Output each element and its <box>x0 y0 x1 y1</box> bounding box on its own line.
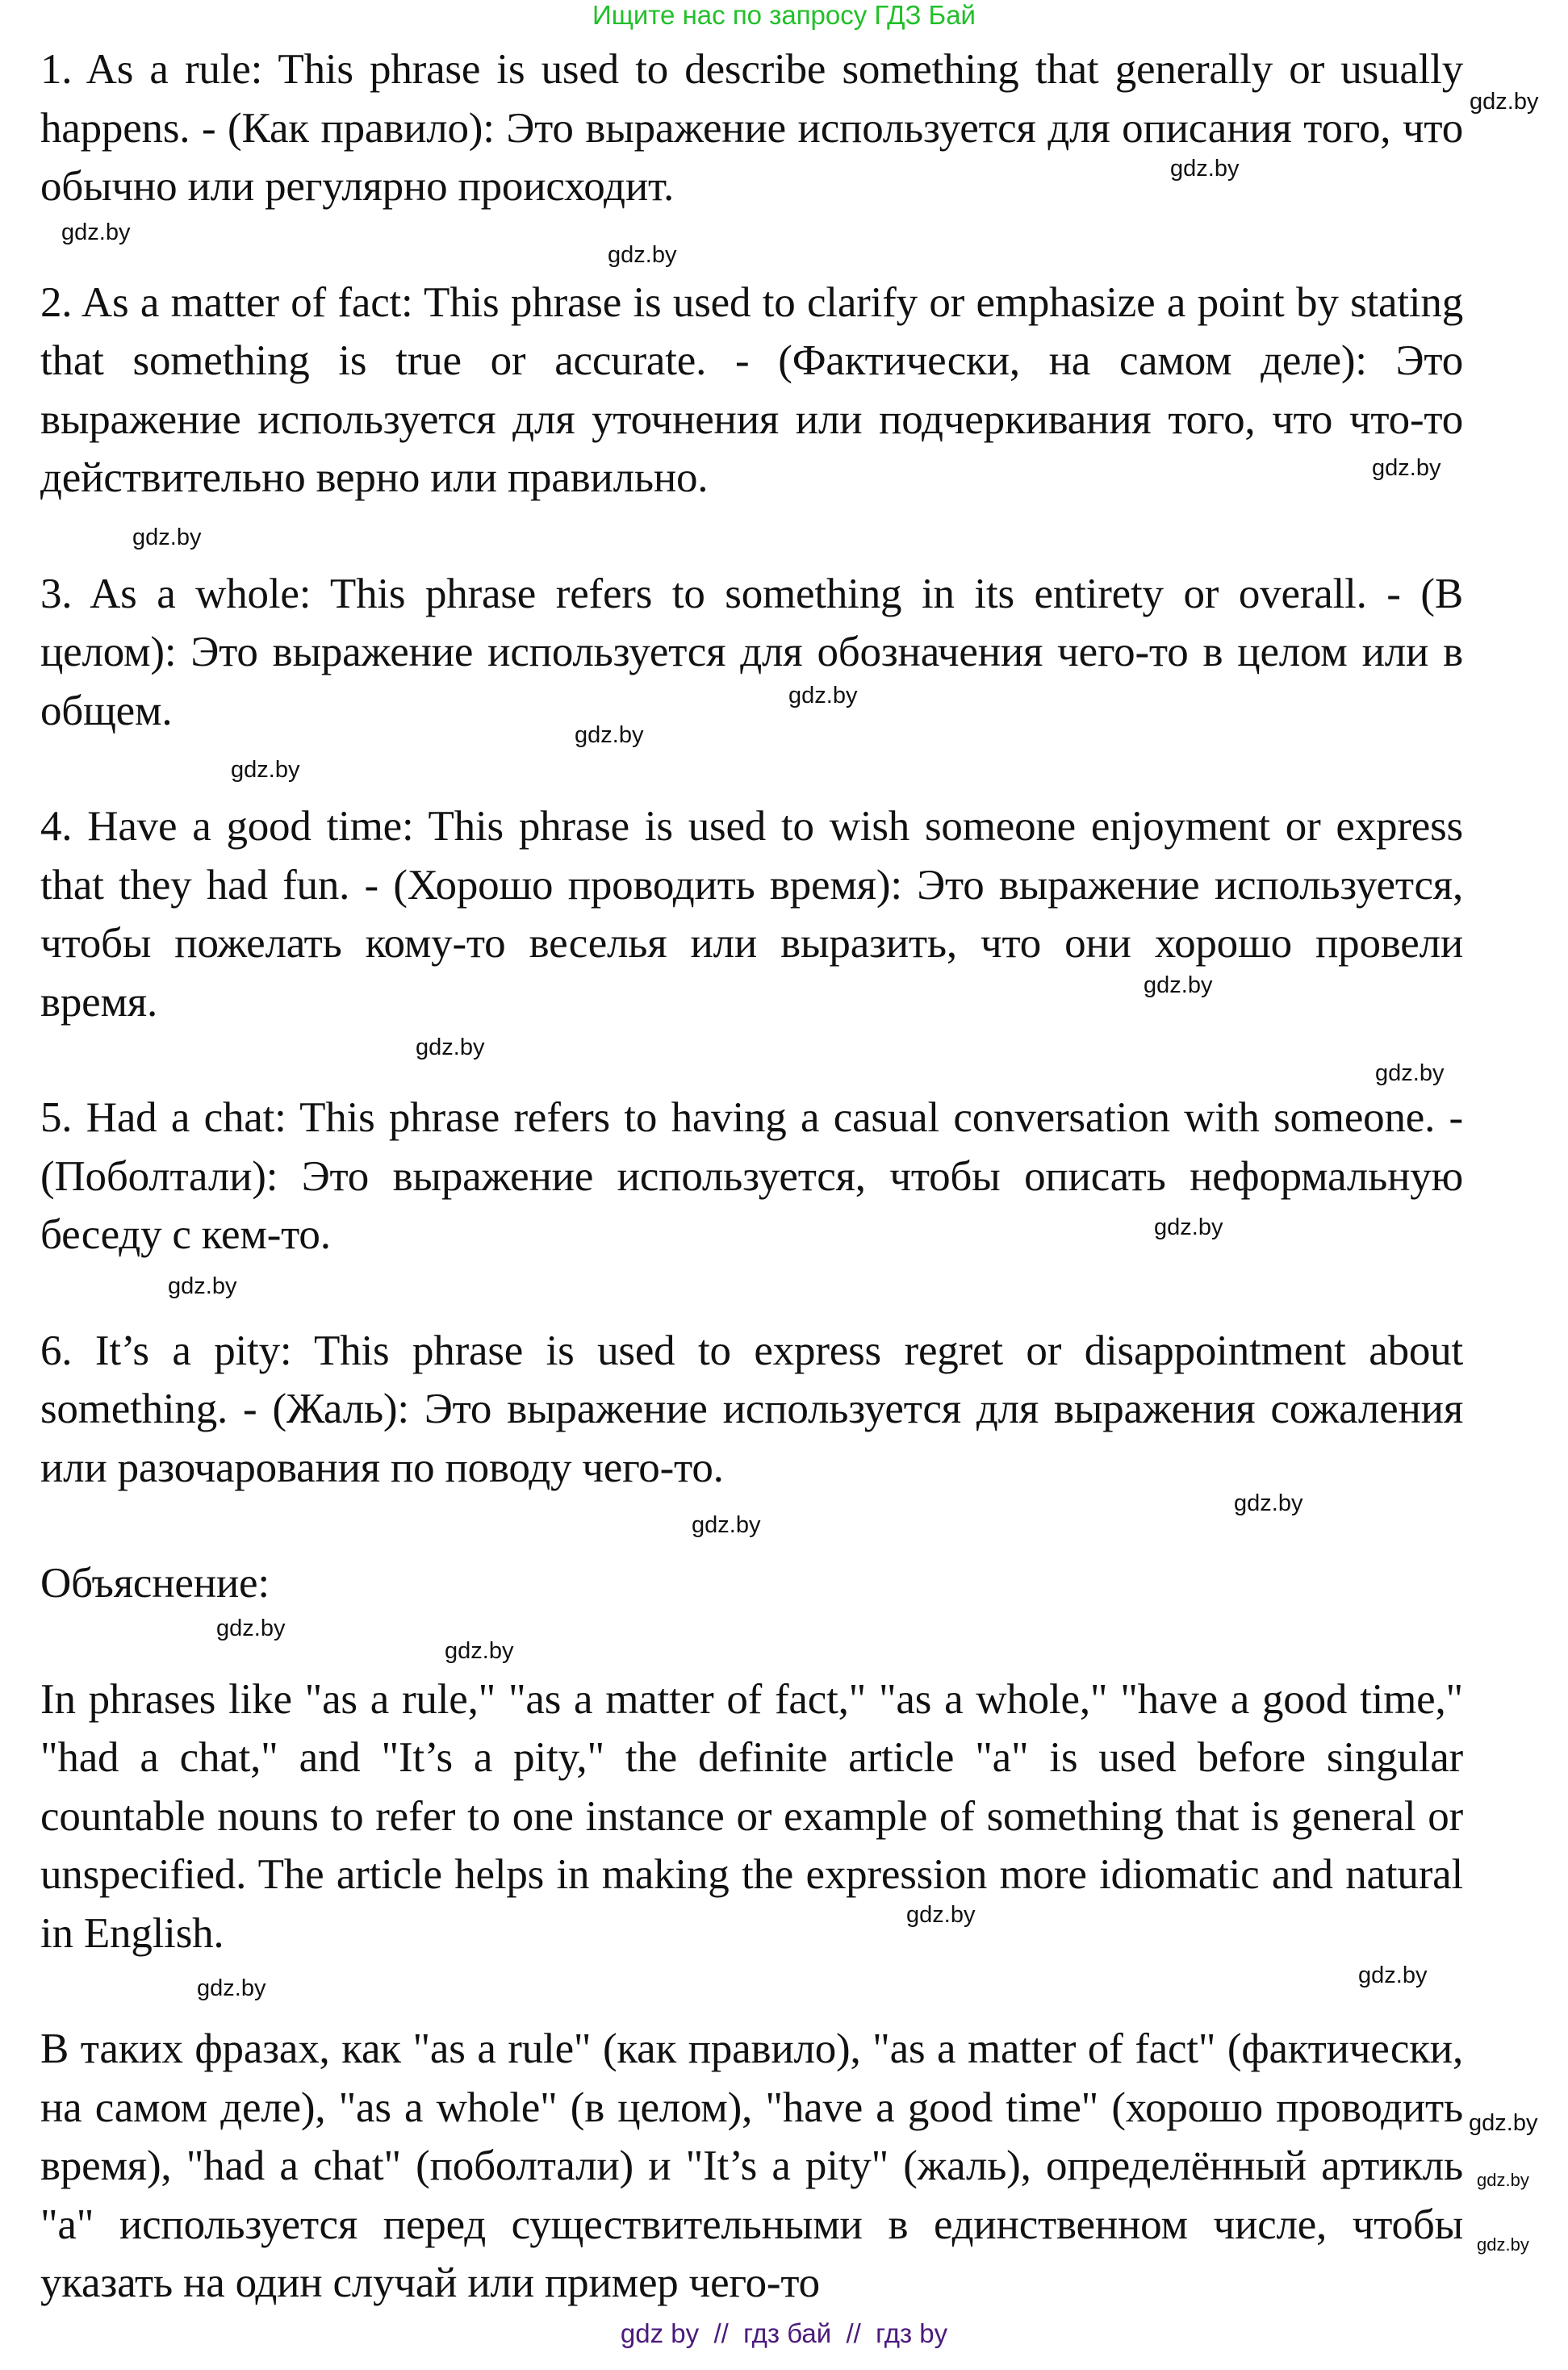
header-banner: Ищите нас по запросу ГДЗ Бай <box>592 0 976 30</box>
watermark: gdz.by <box>1477 2234 1529 2255</box>
watermark: gdz.by <box>608 242 677 268</box>
document-body <box>40 40 1463 2370</box>
explanation-english: In phrases like "as a rule," "as a matter of fact," "as a whole," "have a good time," "had a chat," and "It’s a pity," the definite article "a" is used before singular countable nouns to refer to one instance or example of something that is general or unspecified. The article helps in making the expression more idiomatic and natural in English. <box>40 1675 1463 1957</box>
watermark: gdz.by <box>575 722 644 748</box>
watermark: gdz.by <box>1234 1490 1303 1516</box>
watermark: gdz.by <box>231 757 300 783</box>
explanation-heading: Объяснение: <box>40 1560 270 1607</box>
watermark: gdz.by <box>1144 972 1213 998</box>
explanation-russian: В таких фразах, как "as a rule" (как правило), "as a matter of fact" (фактически, на самом деле), "as a whole" (в целом), "have a good time" (хорошо проводить время), "had a chat" (поболтали) и "It’s a pity" (жаль), определённый артикль "a" используется перед существительными в единственном числе, чтобы указать на один случай или пример чего-то <box>40 2025 1464 2306</box>
watermark: gdz.by <box>906 1902 976 1928</box>
item-4: 4. Have a good time: This phrase is used to wish someone enjoyment or express that they had fun. - (Хорошо проводить время): Это выражение используется, чтобы пожелать кому-то веселья или выразить, что они хорошо провели время. <box>40 803 1463 1026</box>
item-5: 5. Had a chat: This phrase refers to having a casual conversation with someone. - (Поболтали): Это выражение используется, чтобы описать неформальную беседу с кем-то. <box>40 1094 1463 1258</box>
watermark: gdz.by <box>416 1035 485 1060</box>
watermark: gdz.by <box>197 1975 266 2001</box>
watermark: gdz.by <box>1375 1060 1445 1086</box>
watermark: gdz.by <box>1469 2110 1538 2136</box>
item-2: 2. As a matter of fact: This phrase is used to clarify or emphasize a point by stating that something is true or accurate. - (Фактически, на самом деле): Это выражение используется для уточнения или подчеркивания того, что что-то действительно верно или правильно. <box>40 278 1463 501</box>
item-3: 3. As a whole: This phrase refers to something in its entirety or overall. - (В целом): Это выражение используется для обозначения чего-то в целом или в общем. <box>40 570 1463 734</box>
watermark: gdz.by <box>168 1273 237 1299</box>
watermark: gdz.by <box>445 1638 514 1664</box>
watermark: gdz.by <box>692 1512 761 1538</box>
watermark: gdz.by <box>61 219 131 245</box>
footer-banner: gdz by // гдз бай // гдз by <box>620 2318 948 2348</box>
watermark: gdz.by <box>1477 2170 1529 2190</box>
watermark: gdz.by <box>1470 89 1539 115</box>
watermark: gdz.by <box>132 525 202 550</box>
item-6: 6. It’s a pity: This phrase is used to express regret or disappointment about something. - (Жаль): Это выражение используется для выражения сожаления или разочарования по поводу чего-то. <box>40 1327 1463 1491</box>
watermark: gdz.by <box>1154 1214 1223 1240</box>
item-1: 1. As a rule: This phrase is used to describe something that generally or usually happens. - (Как правило): Это выражение используется для описания того, что обычно или регулярно происходит. <box>40 46 1463 210</box>
watermark: gdz.by <box>216 1616 286 1641</box>
watermark: gdz.by <box>1372 455 1441 481</box>
watermark: gdz.by <box>1170 156 1240 182</box>
watermark: gdz.by <box>1358 1962 1428 1988</box>
watermark: gdz.by <box>788 683 858 708</box>
